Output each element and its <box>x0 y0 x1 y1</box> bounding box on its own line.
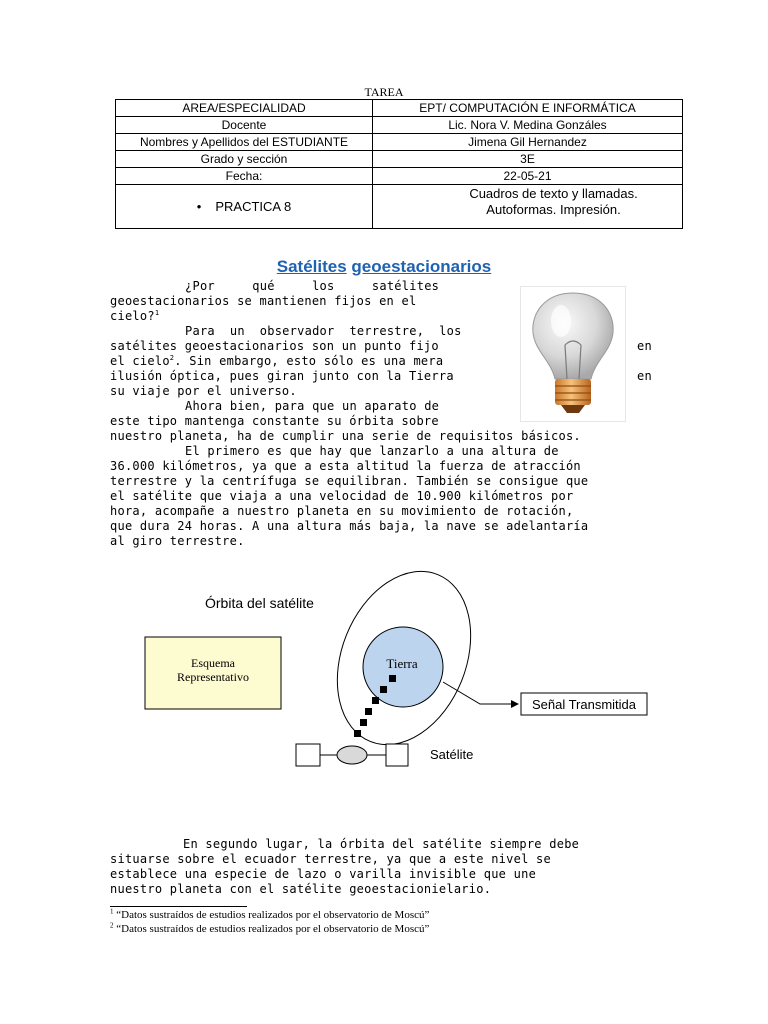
footnote-mark: 2 <box>169 354 175 362</box>
text-line: En segundo lugar, la órbita del satélite siempre debe <box>183 837 580 851</box>
info-table <box>115 99 683 229</box>
text-line: ilusión óptica, pues giran junto con la Tierra <box>110 369 454 383</box>
document-title <box>0 257 768 277</box>
footnote-2 <box>110 923 429 935</box>
table-cell-label: Nombres y Apellidos del ESTUDIANTE <box>116 134 373 151</box>
practice-topic-line: Cuadros de texto y llamadas. <box>469 186 638 201</box>
tarea-title: TAREA <box>364 85 404 99</box>
signal-arrow-line <box>443 682 518 704</box>
table-row <box>116 100 683 117</box>
schema-label: Esquema <box>191 656 235 670</box>
text-line: satélites geoestacionarios son un punto fijo <box>110 339 439 353</box>
arrow-head-icon <box>511 700 519 708</box>
practice-topic-line: Autoformas. Impresión. <box>486 202 621 217</box>
lightbulb-image <box>520 286 626 422</box>
table-cell-value: EPT/ COMPUTACIÓN E INFORMÁTICA <box>373 100 683 117</box>
text-line: en <box>637 339 652 353</box>
table-cell-label: Docente <box>116 117 373 134</box>
text-line: Ahora bien, para que un aparato de <box>185 399 440 413</box>
footnote-text: “Datos sustraídos de estudios realizados por el observatorio de Moscú” <box>113 909 430 921</box>
table-cell-value: 22-05-21 <box>373 168 683 185</box>
text-line: el satélite que viaja a una velocidad de 10.900 kilómetros por <box>110 489 574 503</box>
title-word: Satélites <box>276 257 347 276</box>
table-row <box>116 117 683 134</box>
footnote-1 <box>110 909 429 921</box>
table-cell-value: Jimena Gil Hernandez <box>373 134 683 151</box>
text-line: este tipo mantenga constante su órbita sobre <box>110 414 439 428</box>
signal-dot <box>354 730 361 737</box>
text-line: 36.000 kilómetros, ya que a esta altitud la fuerza de atracción <box>110 459 581 473</box>
practice-name: PRACTICA 8 <box>215 198 292 214</box>
lightbulb-icon <box>521 287 625 421</box>
satellite-label: Satélite <box>430 747 474 762</box>
text-line: El primero es que hay que lanzarlo a una altura de <box>185 444 559 458</box>
text-segment: cielo? <box>110 309 155 323</box>
orbit-label: Órbita del satélite <box>205 595 314 611</box>
text-line: al giro terrestre. <box>110 534 245 548</box>
text-line: Para un observador terrestre, los <box>185 324 462 338</box>
text-line: situarse sobre el ecuador terrestre, ya que a este nivel se <box>110 852 552 866</box>
table-cell-label: Grado y sección <box>116 151 373 168</box>
table-cell-label: AREA/ESPECIALIDAD <box>116 100 373 117</box>
table-cell-value: Lic. Nora V. Medina Gonzáles <box>373 117 683 134</box>
practice-topic-cell <box>373 185 683 229</box>
table-cell-value: 3E <box>373 151 683 168</box>
text-line: geoestacionarios se mantienen fijos en el <box>110 294 417 308</box>
footnote-mark: 2 <box>110 921 114 930</box>
text-line: nuestro planeta, ha de cumplir una serie de requisitos básicos. <box>110 429 581 443</box>
text-line: su viaje por el universo. <box>110 384 297 398</box>
text-line: que dura 24 horas. A una altura más baja, la nave se adelantaría <box>110 519 589 533</box>
table-cell-label: Fecha: <box>116 168 373 185</box>
text-line <box>110 309 159 324</box>
footnote-text: “Datos sustraídos de estudios realizados por el observatorio de Moscú” <box>113 923 430 935</box>
table-row <box>116 151 683 168</box>
practice-cell <box>116 185 373 229</box>
signal-dot <box>365 708 372 715</box>
signal-dot <box>380 686 387 693</box>
schema-label: Representativo <box>177 670 249 684</box>
text-line <box>110 354 443 369</box>
table-row <box>116 134 683 151</box>
text-line: ¿Por qué los satélites <box>185 279 440 293</box>
signal-dot <box>360 719 367 726</box>
footnote-divider <box>110 906 247 907</box>
text-line: hora, acompañe a nuestro planeta en su movimiento de rotación, <box>110 504 574 518</box>
orbit-diagram <box>0 560 768 800</box>
signal-label: Señal Transmitida <box>531 697 637 712</box>
text-line: nuestro planeta con el satélite geoestacionielario. <box>110 882 492 896</box>
text-line: terrestre y la centrífuga se equilibran. También se consigue que <box>110 474 589 488</box>
footnote-mark: 1 <box>110 907 114 916</box>
satellite-body <box>337 746 367 764</box>
text-line: establece una especie de lazo o varilla invisible que une <box>110 867 537 881</box>
signal-dot <box>389 675 396 682</box>
title-word: geoestacionarios <box>351 257 492 276</box>
table-row <box>116 168 683 185</box>
bullet-icon: • <box>196 198 202 214</box>
satellite-panel-right <box>386 744 408 766</box>
earth-label: Tierra <box>386 656 418 671</box>
practice-label <box>197 199 291 215</box>
satellite-panel-left <box>296 744 320 766</box>
text-line: en <box>637 369 652 383</box>
text-segment: el cielo <box>110 354 170 368</box>
practice-row <box>116 185 683 229</box>
text-segment: . Sin embargo, esto sólo es una mera <box>174 354 444 368</box>
footnote-mark: 1 <box>154 309 160 317</box>
signal-dot <box>372 697 379 704</box>
